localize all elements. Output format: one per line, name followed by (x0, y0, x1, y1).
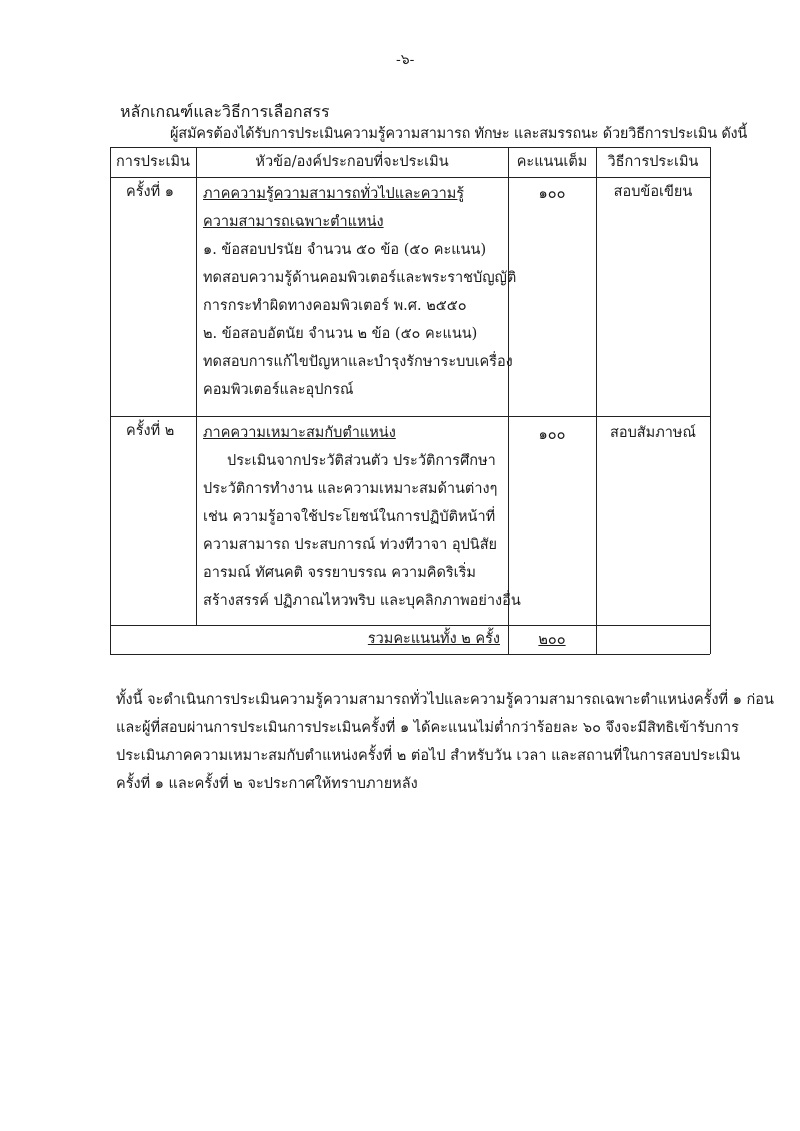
topic-line: เช่น ความรู้อาจใช้ประโยชน์ในการปฏิบัติหน้าที่ (203, 509, 496, 525)
section-title: หลักเกณฑ์และวิธีการเลือกสรร (120, 102, 330, 121)
full-score: ๑๐๐ (538, 427, 566, 443)
topic-line: อารมณ์ ทัศนคติ จรรยาบรรณ ความคิดริเริ่ม (203, 565, 476, 581)
topic-cell (203, 180, 516, 404)
total-label: รวมคะแนนทั้ง ๒ ครั้ง (367, 631, 500, 647)
footer-line: ทั้งนี้ จะดำเนินการประเมินความรู้ความสามารถทั่วไปและความรู้ความสามารถเฉพาะตำแหน่งครั้งที่ ๑ ก่อน (116, 692, 774, 708)
full-score: ๑๐๐ (538, 186, 566, 202)
footer-paragraph (116, 686, 774, 798)
topic-line: สร้างสรรค์ ปฏิภาณไหวพริบ และบุคลิกภาพอย่างอื่น (203, 593, 521, 609)
header-assessment: การประเมิน (116, 154, 190, 170)
topic-cell (203, 419, 521, 615)
footer-line: และผู้ที่สอบผ่านการประเมินการประเมินครั้งที่ ๑ ได้คะแนนไม่ต่ำกว่าร้อยละ ๖๐ จึงจะมีสิทธิเข้ารับการ (116, 720, 739, 736)
round-label: ครั้งที่ ๒ (126, 423, 175, 439)
footer-line: ประเมินภาคความเหมาะสมกับตำแหน่งครั้งที่ ๒ ต่อไป สำหรับวัน เวลา และสถานที่ในการสอบประเมิน (116, 748, 741, 764)
topic-line: ทดสอบการแก้ไขปัญหาและบำรุงรักษาระบบเครื่อง (203, 354, 513, 370)
topic-heading: ความสามารถเฉพาะตำแหน่ง (203, 214, 384, 230)
page-number: -๖- (396, 52, 415, 68)
assessment-method: สอบข้อเขียน (613, 184, 693, 200)
topic-line: ๒. ข้อสอบอัตนัย จำนวน ๒ ข้อ (๕๐ คะแนน) (203, 326, 478, 342)
intro-paragraph: ผู้สมัครต้องได้รับการประเมินความรู้ความสามารถ ทักษะ และสมรรถนะ ด้วยวิธีการประเมิน ดังนี้ (170, 126, 748, 142)
round-label: ครั้งที่ ๑ (126, 184, 174, 200)
footer-line: ครั้งที่ ๑ และครั้งที่ ๒ จะประกาศให้ทราบภายหลัง (116, 776, 418, 792)
topic-heading: ภาคความรู้ความสามารถทั่วไปและความรู้ (203, 186, 465, 202)
topic-heading: ภาคความเหมาะสมกับตำแหน่ง (203, 425, 396, 441)
header-full-score: คะแนนเต็ม (516, 154, 588, 170)
topic-line: การกระทำผิดทางคอมพิวเตอร์ พ.ศ. ๒๕๕๐ (203, 298, 467, 314)
topic-line: ประเมินจากประวัติส่วนตัว ประวัติการศึกษา (227, 453, 496, 469)
topic-line: ความสามารถ ประสบการณ์ ท่วงทีวาจา อุปนิสัย (203, 537, 498, 553)
topic-line: ๑. ข้อสอบปรนัย จำนวน ๕๐ ข้อ (๕๐ คะแนน) (203, 242, 487, 258)
topic-line: ทดสอบความรู้ด้านคอมพิวเตอร์และพระราชบัญญัติ (203, 270, 517, 286)
header-topic: หัวข้อ/องค์ประกอบที่จะประเมิน (255, 154, 449, 170)
topic-line: ประวัติการทำงาน และความเหมาะสมด้านต่างๆ (203, 481, 498, 497)
assessment-method: สอบสัมภาษณ์ (610, 425, 696, 441)
header-method: วิธีการประเมิน (607, 154, 699, 170)
total-score: ๒๐๐ (538, 632, 566, 648)
topic-line: คอมพิวเตอร์และอุปกรณ์ (203, 382, 354, 398)
